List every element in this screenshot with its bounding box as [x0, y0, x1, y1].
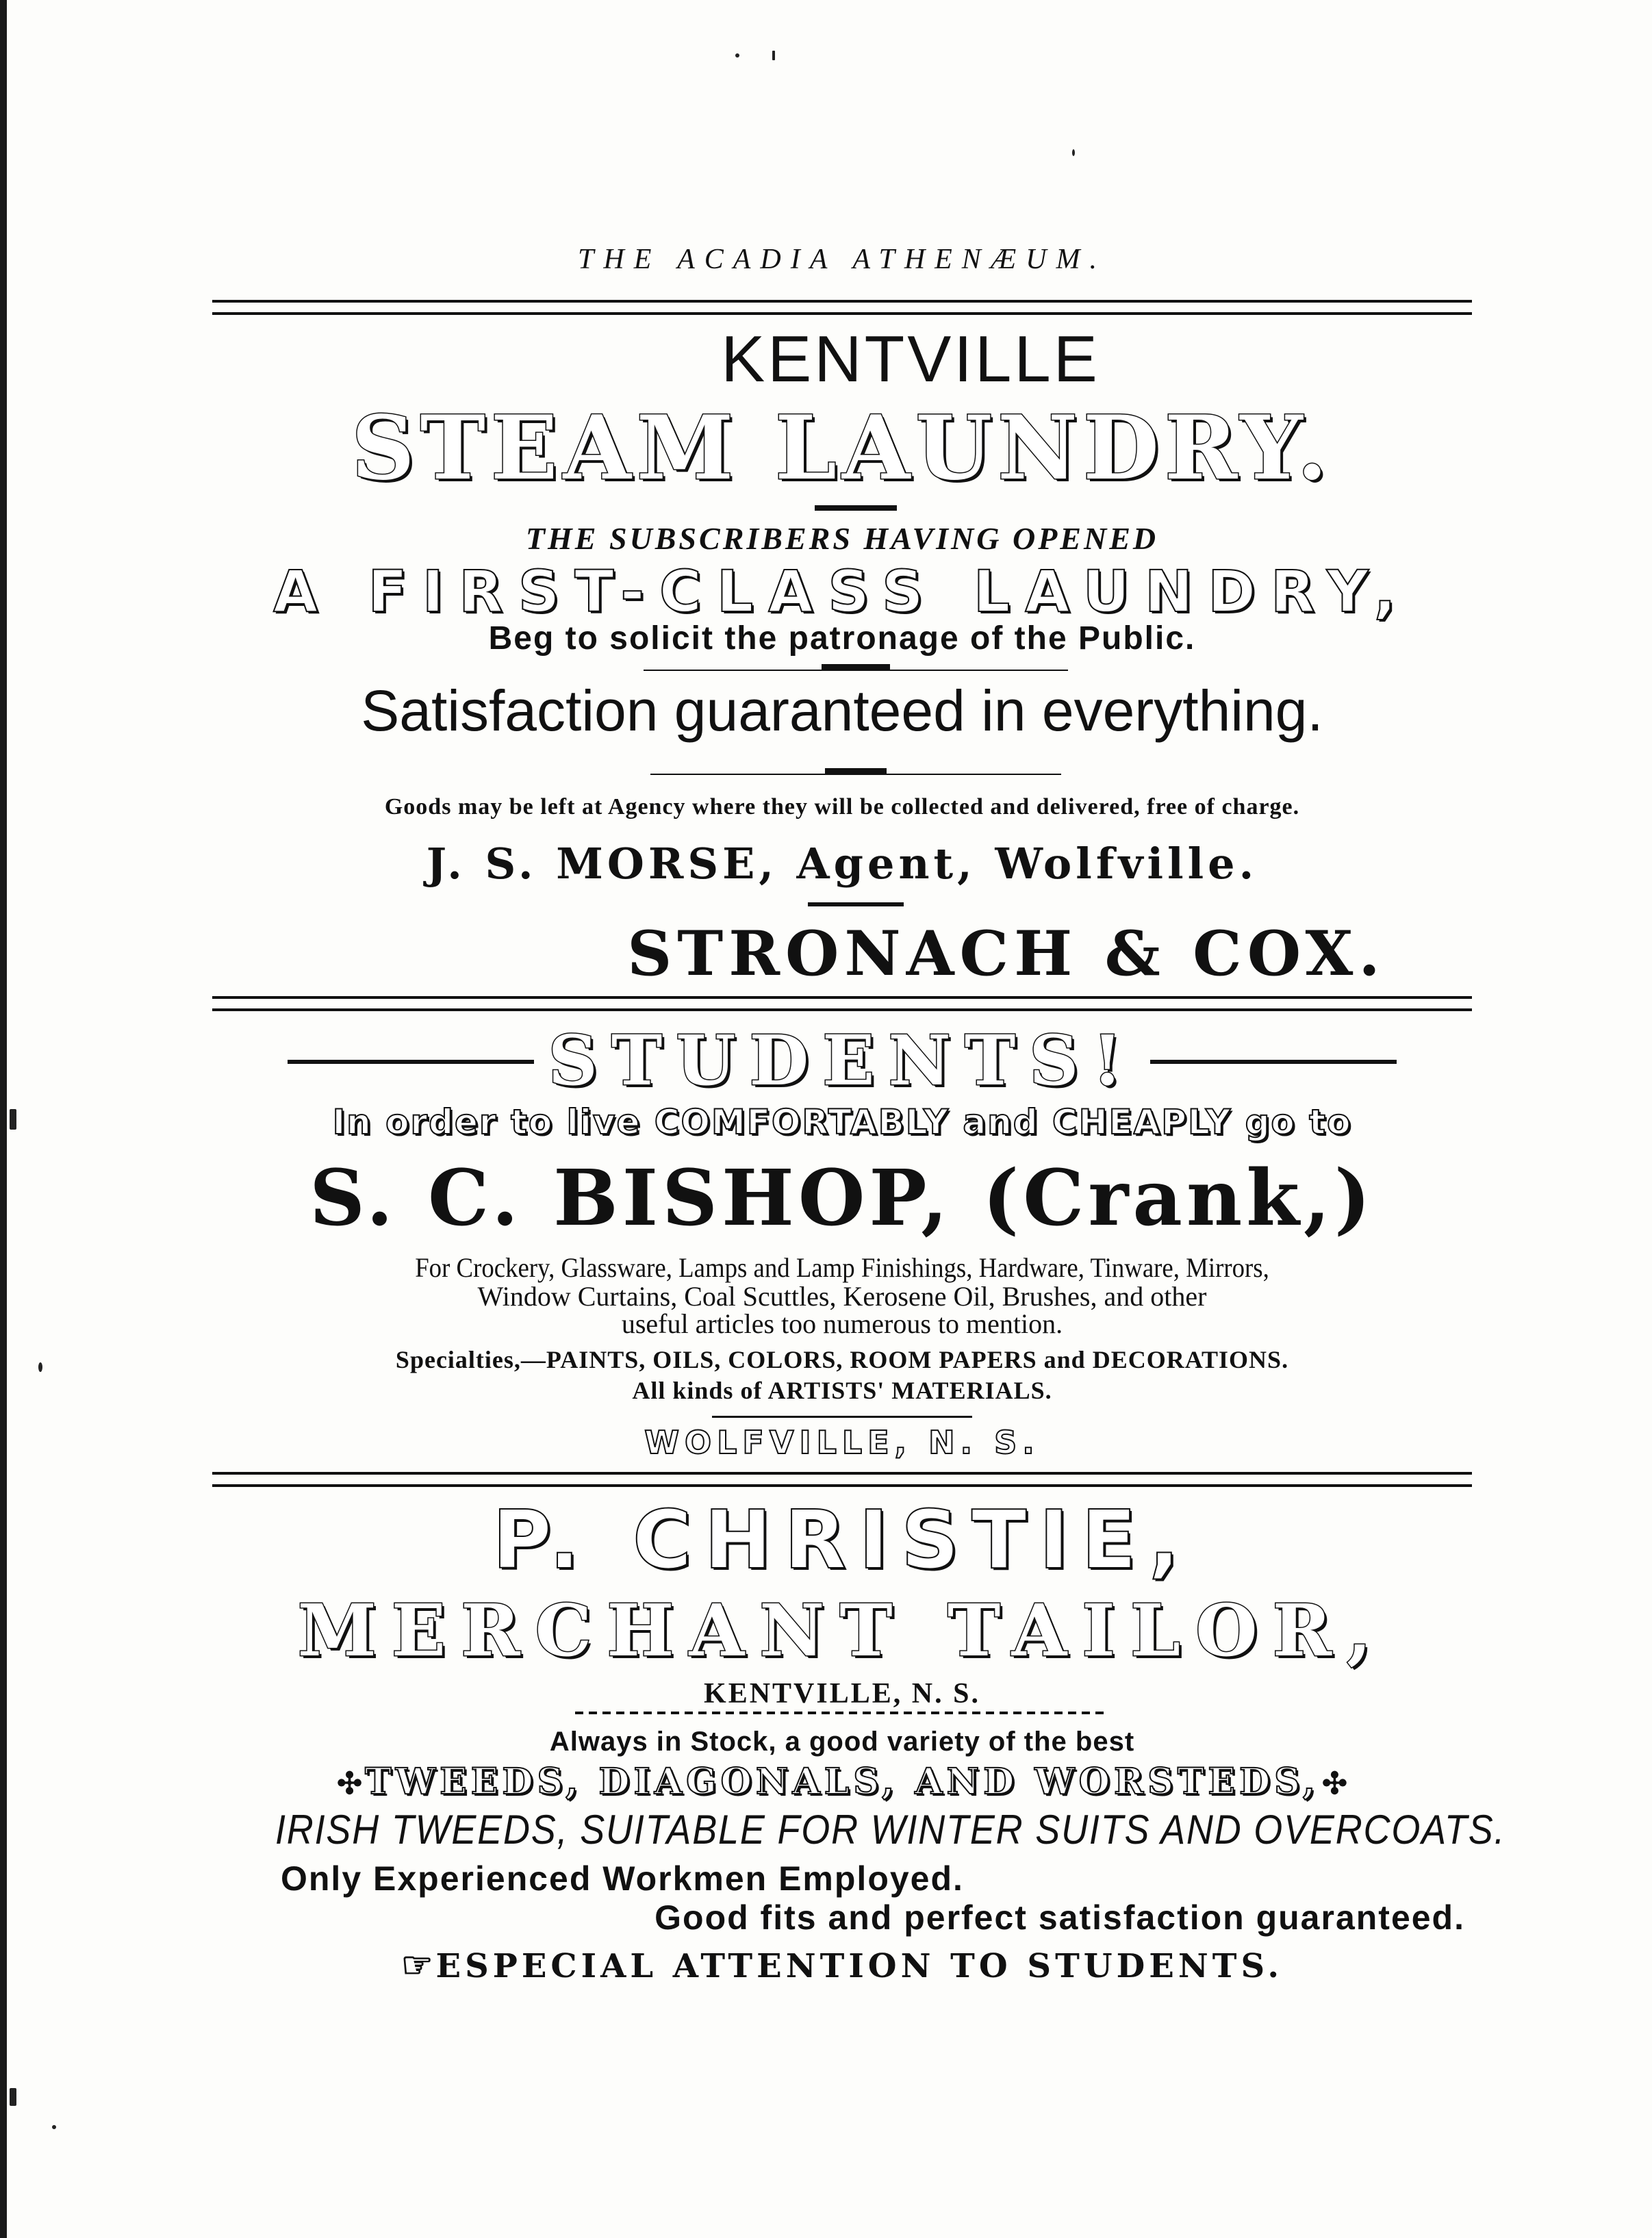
short-rule — [825, 768, 887, 774]
thin-rule — [644, 670, 1068, 671]
wavy-rule — [575, 1712, 1109, 1714]
christie-line2-row — [212, 1761, 1472, 1803]
print-speck — [10, 2088, 16, 2106]
ornament-cross-icon: ✣ — [1321, 1766, 1347, 1801]
print-speck — [38, 1362, 42, 1372]
laundry-town: KENTVILLE — [721, 322, 1100, 396]
head-rule — [212, 300, 1472, 314]
laundry-name: STEAM LAUNDRY. — [351, 397, 1333, 500]
ad-christie — [212, 1492, 1506, 2013]
bishop-name: S. C. BISHOP, (Crank,) — [309, 1154, 1375, 1243]
print-speck — [735, 53, 739, 58]
laundry-proprietors: STRONACH & COX. — [627, 917, 1386, 990]
print-speck — [772, 51, 775, 60]
christie-line5: Good fits and perfect satisfaction guaranteed. — [655, 1898, 1465, 1937]
short-rule — [822, 664, 890, 670]
laundry-line3: Beg to solicit the patronage of the Public. — [488, 620, 1196, 657]
christie-line2: TWEEDS, DIAGONALS, AND WORSTEDS, — [365, 1761, 1319, 1803]
ornament-cross-icon: ✣ — [337, 1766, 363, 1801]
christie-line3: IRISH TWEEDS, SUITABLE FOR WINTER SUITS AND OVERCOATS. — [275, 1807, 1506, 1853]
bishop-headline: STUDENTS! — [548, 1020, 1136, 1101]
section-rule — [212, 1472, 1472, 1486]
double-rule — [212, 300, 1472, 315]
thin-rule — [650, 774, 1061, 775]
short-rule — [815, 505, 897, 511]
laundry-line2: A FIRST-CLASS LAUNDRY, — [273, 558, 1411, 625]
bishop-line4: useful articles too numerous to mention. — [621, 1308, 1063, 1339]
double-rule — [212, 996, 1472, 1011]
christie-name: P. CHRISTIE, — [492, 1492, 1192, 1587]
christie-line6-row — [212, 1944, 1472, 1986]
christie-trade: MERCHANT TAILOR, — [297, 1588, 1387, 1673]
double-rule — [212, 1472, 1472, 1487]
bishop-line3: Window Curtains, Coal Scuttles, Kerosene Oil, Brushes, and other — [477, 1281, 1207, 1312]
ad-kentville-steam-laundry — [212, 322, 1472, 1006]
laundry-line4: Satisfaction guaranteed in everything. — [361, 678, 1323, 743]
print-speck — [52, 2125, 56, 2129]
ornament-rule — [712, 1416, 972, 1418]
christie-place: KENTVILLE, N. S. — [704, 1678, 980, 1709]
section-rule — [212, 996, 1472, 1010]
print-speck — [1072, 149, 1075, 156]
pointing-hand-icon: ☞ — [401, 1944, 433, 1986]
bishop-line1: In order to live COMFORTABLY and CHEAPLY go to — [332, 1102, 1352, 1142]
running-title: THE ACADIA ATHENÆUM. — [578, 244, 1106, 275]
christie-line4: Only Experienced Workmen Employed. — [281, 1859, 964, 1898]
bishop-place: WOLFVILLE, N. S. — [644, 1424, 1040, 1461]
christie-line6: ESPECIAL ATTENTION TO STUDENTS. — [435, 1947, 1284, 1985]
laundry-line5: Goods may be left at Agency where they will be collected and delivered, free of charge. — [384, 794, 1300, 819]
page-spine-edge — [0, 0, 7, 2238]
bishop-line2: For Crockery, Glassware, Lamps and Lamp Finishings, Hardware, Tinware, Mirrors, — [415, 1252, 1269, 1283]
christie-line1: Always in Stock, a good variety of the best — [549, 1727, 1135, 1757]
running-head — [212, 243, 1472, 284]
laundry-line1: THE SUBSCRIBERS HAVING OPENED — [525, 521, 1159, 556]
ad-bishop — [212, 1020, 1472, 1465]
bishop-line6: All kinds of ARTISTS' MATERIALS. — [632, 1377, 1052, 1404]
short-rule — [808, 902, 904, 906]
bishop-line5: Specialties,—PAINTS, OILS, COLORS, ROOM PAPERS and DECORATIONS. — [395, 1346, 1289, 1373]
print-speck — [10, 1109, 16, 1130]
laundry-agent: J. S. MORSE, Agent, Wolfville. — [426, 839, 1258, 889]
